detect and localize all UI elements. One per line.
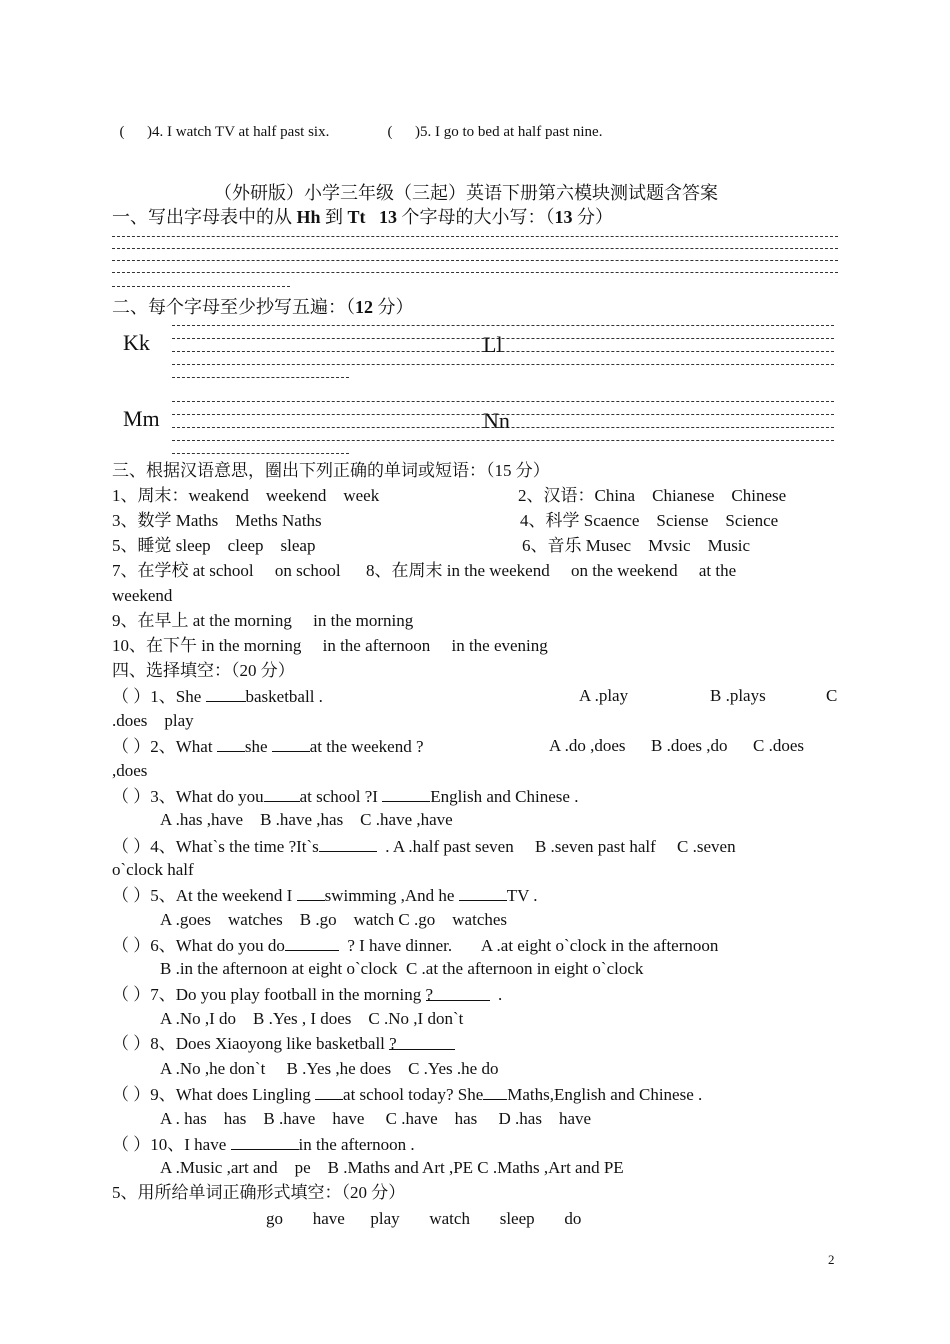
section2-heading-b: 分） — [373, 297, 414, 317]
section2-heading — [112, 296, 414, 318]
s3-item-3: 3、数学 Maths Meths Naths — [112, 511, 322, 530]
q9-options: A . has has B .have have C .have has D .has have — [160, 1109, 592, 1128]
q9-text-b: at school today? She — [343, 1085, 484, 1104]
s3-item-7-8: 7、在学校 at school on school 8、在周末 in the weekend on the weekend at the — [112, 561, 737, 580]
s4-q4 — [112, 835, 736, 857]
section1-heading-b: 个字母的大小写：（ — [397, 207, 555, 227]
s3-item-8-cont: weekend — [112, 586, 173, 605]
prev-item-5 — [380, 105, 602, 141]
q5-text-b: swimming ,And he — [324, 886, 459, 905]
section1-hh: Hh — [296, 207, 321, 227]
blank — [264, 785, 300, 802]
s4-q8 — [112, 1033, 455, 1054]
blank — [217, 735, 245, 752]
letter-mm: Mm — [123, 406, 160, 431]
blank — [389, 1033, 455, 1053]
s4-q9 — [112, 1083, 702, 1105]
document-title: （外研版）小学三年级（三起）英语下册第六模块测试题含答案 — [214, 183, 718, 203]
q2-text-c: at the weekend ? — [309, 737, 424, 756]
writing-line — [172, 453, 349, 454]
s3-item-2: 2、汉语：China Chianese Chinese — [518, 486, 787, 505]
section1-heading-a: 一、写出字母表中的从 — [112, 207, 297, 227]
s3-item-10: 10、在下午 in the morning in the afternoon in the evening — [112, 636, 548, 655]
prev-item-5-text: 5. I go to bed at half past nine. — [420, 124, 603, 140]
q4-text-b: . A .half past seven B .seven past half C .seven — [376, 837, 736, 856]
q6-options: B .in the afternoon at eight o`clock C .at the afternoon in eight o`clock — [160, 959, 644, 978]
q1-text-b: basketball . — [245, 687, 323, 706]
section3-heading: 三、根据汉语意思，圈出下列正确的单词或短语：（15 分） — [112, 461, 550, 480]
s4-q2 — [112, 735, 424, 757]
blank — [206, 685, 246, 702]
writing-line — [112, 286, 290, 287]
writing-line — [112, 260, 838, 261]
writing-line — [172, 325, 834, 326]
s3-item-9: 9、在早上 at the morning in the morning — [112, 611, 414, 630]
s4-q10 — [112, 1133, 415, 1155]
q6-text-b: ? I have dinner. A .at eight o`clock in the afternoon — [338, 936, 719, 955]
q8-text-a: （ ）8、Does Xiaoyong like basketball — [112, 1034, 390, 1053]
q1-option-a: A .play — [579, 686, 629, 705]
q4-text-a: （ ）4、What`s the time ?It`s — [112, 837, 319, 856]
section1-tt: Tt — [347, 207, 366, 227]
q6-text-a: （ ）6、What do you do — [112, 936, 285, 955]
blank — [459, 884, 507, 901]
q8-options: A .No ,he don`t B .Yes ,he does C .Yes .he do — [160, 1059, 499, 1078]
section5-word-bank: go have play watch sleep do — [266, 1209, 582, 1228]
q7-text-a: （ ）7、Do you play football in the morning — [112, 985, 426, 1004]
writing-line — [172, 351, 834, 352]
writing-line — [172, 401, 834, 402]
section1-heading-c: 分） — [572, 207, 614, 227]
section1-score: 13 — [554, 207, 573, 227]
blank — [382, 785, 430, 802]
s4-q7 — [112, 984, 502, 1005]
blank — [272, 735, 310, 752]
q4-options-cont: o`clock half — [112, 860, 194, 879]
s4-q1 — [112, 685, 323, 707]
s4-q6 — [112, 934, 718, 956]
s3-item-6: 6、音乐 Musec Mvsic Music — [522, 536, 751, 555]
blank — [319, 835, 377, 852]
s3-item-5: 5、睡觉 sleep cleep sleap — [112, 536, 316, 555]
section1-to: 到 — [320, 207, 348, 227]
prev-item-5-bracket: ( ) — [387, 124, 420, 140]
blank — [425, 984, 490, 1004]
q1-text-a: （ ）1、She — [112, 687, 206, 706]
q1-option-c: C — [826, 686, 838, 705]
section2-heading-a: 二、每个字母至少抄写五遍：（ — [112, 297, 355, 317]
q3-text-c: English and Chinese . — [430, 787, 579, 806]
q7-question-mark: ? — [425, 985, 434, 1004]
writing-line — [172, 338, 834, 339]
q2-options: A .do ,does B .does ,do C .does — [549, 736, 804, 755]
writing-line — [172, 440, 834, 441]
q3-options: A .has ,have B .have ,has C .have ,have — [160, 810, 453, 829]
writing-line — [112, 272, 838, 273]
q10-text-b: in the afternoon . — [298, 1135, 415, 1154]
blank — [297, 884, 325, 901]
q1-option-c-cont: .does play — [112, 711, 194, 730]
q9-text-a: （ ）9、What does Lingling — [112, 1085, 316, 1104]
section1-heading — [112, 206, 613, 228]
q3-text-b: at school ?I — [299, 787, 383, 806]
q10-options: A .Music ,art and pe B .Maths and Art ,PE C .Maths ,Art and PE — [160, 1158, 624, 1177]
q10-text-a: （ ）10、I have — [112, 1135, 231, 1154]
writing-line — [112, 248, 838, 249]
section1-count: 13 — [365, 207, 398, 227]
s4-q3 — [112, 785, 578, 807]
q5-options: A .goes watches B .go watch C .go watches — [160, 910, 508, 929]
page-number: 2 — [828, 1252, 835, 1267]
blank — [315, 1083, 343, 1100]
q5-text-c: TV . — [506, 886, 538, 905]
section5-heading: 5、用所给单词正确形式填空：（20 分） — [112, 1183, 406, 1202]
q2-options-cont: ,does — [112, 761, 148, 780]
q5-text-a: （ ）5、At the weekend I — [112, 886, 297, 905]
s3-item-4: 4、科学 Scaence Sciense Science — [520, 511, 779, 530]
blank — [483, 1083, 507, 1100]
q9-text-c: Maths,English and Chinese . — [507, 1085, 703, 1104]
letter-kk: Kk — [123, 330, 150, 355]
blank — [231, 1133, 299, 1150]
q1-option-b: B .plays — [710, 686, 766, 705]
prev-item-4-text: 4. I watch TV at half past six. — [152, 124, 330, 140]
q8-question-mark: ? — [389, 1034, 397, 1053]
q2-text-b: she — [244, 737, 272, 756]
writing-line — [172, 377, 349, 378]
prev-item-4-bracket: ( ) — [119, 124, 152, 140]
section2-score: 12 — [355, 297, 373, 317]
prev-item-4 — [112, 105, 329, 141]
blank — [285, 934, 339, 951]
s4-q5 — [112, 884, 538, 906]
writing-line — [172, 364, 834, 365]
writing-line — [112, 236, 838, 237]
q7-options: A .No ,I do B .Yes , I does C .No ,I don`t — [160, 1009, 464, 1028]
s3-item-1: 1、周末：weakend weekend week — [112, 486, 380, 505]
q3-text-a: （ ）3、What do you — [112, 787, 264, 806]
section4-heading: 四、选择填空：（20 分） — [112, 661, 295, 680]
q2-text-a: （ ）2、What — [112, 737, 217, 756]
letter-nn: Nn — [483, 408, 510, 433]
letter-ll: Ll — [483, 332, 503, 357]
q7-text-b: . — [489, 985, 503, 1004]
